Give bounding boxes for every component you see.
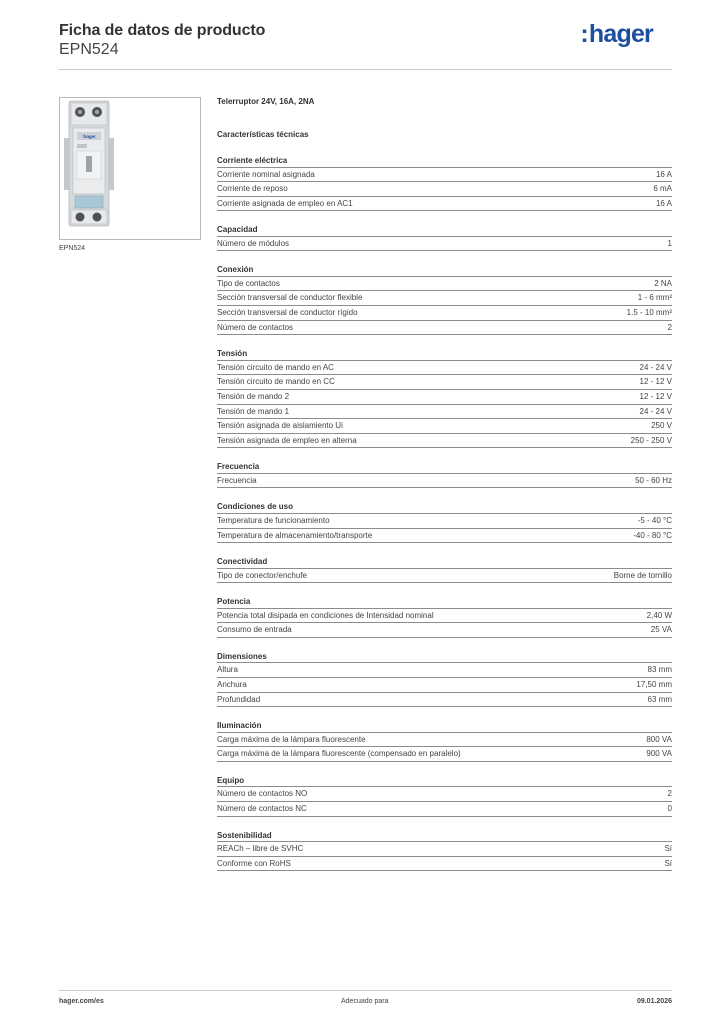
spec-section-title: Conectividad <box>217 556 672 569</box>
footer-website[interactable]: hager.com/es <box>59 998 104 1005</box>
spec-value: 83 mm <box>647 665 672 675</box>
spec-row <box>217 623 672 638</box>
spec-row <box>217 291 672 306</box>
spec-row <box>217 168 672 183</box>
spec-row <box>217 277 672 292</box>
spec-value: 2 <box>667 789 672 799</box>
spec-row <box>217 306 672 321</box>
page-title: Ficha de datos de producto <box>59 22 266 39</box>
spec-label: Número de contactos NO <box>217 789 308 799</box>
spec-row <box>217 802 672 817</box>
spec-row <box>217 514 672 529</box>
spec-value: 250 - 250 V <box>630 435 672 445</box>
spec-value: 17,50 mm <box>636 679 672 689</box>
spec-label: Número de contactos NC <box>217 803 307 813</box>
product-description: Telerruptor 24V, 16A, 2NA <box>217 97 315 106</box>
spec-value: 2,40 W <box>646 610 672 620</box>
spec-section <box>217 775 672 817</box>
spec-label: Tensión circuito de mando en CC <box>217 377 335 387</box>
spec-value: 1.5 - 10 mm² <box>626 308 672 318</box>
spec-value: 6 mA <box>653 184 672 194</box>
spec-value: 50 - 60 Hz <box>635 475 672 485</box>
spec-row <box>217 609 672 624</box>
product-image <box>59 97 201 240</box>
spec-row <box>217 663 672 678</box>
spec-label: Tensión circuito de mando en AC <box>217 362 334 372</box>
spec-label: Anchura <box>217 679 247 689</box>
spec-row <box>217 419 672 434</box>
spec-label: Tipo de conector/enchufe <box>217 570 307 580</box>
product-code: EPN524 <box>59 41 119 58</box>
spec-label: Carga máxima de la lámpara fluorescente (compensado en paralelo) <box>217 749 461 759</box>
product-image-caption: EPN524 <box>59 245 86 252</box>
spec-section <box>217 651 672 707</box>
spec-label: Carga máxima de la lámpara fluorescente <box>217 734 366 744</box>
spec-label: Número de módulos <box>217 238 290 248</box>
spec-row <box>217 321 672 336</box>
logo-text: hager <box>588 20 653 48</box>
spec-section <box>217 348 672 448</box>
spec-label: Consumo de entrada <box>217 625 292 635</box>
spec-section <box>217 224 672 251</box>
spec-section <box>217 830 672 872</box>
spec-value: 250 V <box>651 421 672 431</box>
spec-section-title: Frecuencia <box>217 461 672 474</box>
spec-section <box>217 556 672 583</box>
spec-row <box>217 390 672 405</box>
spec-value: 800 VA <box>646 734 672 744</box>
spec-section <box>217 461 672 488</box>
spec-row <box>217 842 672 857</box>
spec-label: Profundidad <box>217 694 261 704</box>
spec-label: Tensión asignada de empleo en alterna <box>217 435 357 445</box>
spec-label: Tensión asignada de aislamiento Ui <box>217 421 343 431</box>
spec-row <box>217 529 672 544</box>
spec-row <box>217 375 672 390</box>
spec-value: -5 - 40 °C <box>637 515 672 525</box>
spec-label: Sección transversal de conductor flexible <box>217 293 363 303</box>
spec-row <box>217 361 672 376</box>
spec-label: Frecuencia <box>217 475 257 485</box>
spec-value: Sí <box>664 844 672 854</box>
spec-label: Potencia total disipada en condiciones de Intensidad nominal <box>217 610 434 620</box>
spec-label: Temperatura de funcionamiento <box>217 515 330 525</box>
page-header <box>59 22 672 70</box>
spec-label: Número de contactos <box>217 322 294 332</box>
header-divider <box>59 69 672 70</box>
spec-section-title: Potencia <box>217 596 672 609</box>
spec-value: 1 <box>667 238 672 248</box>
spec-value: 16 A <box>655 169 672 179</box>
spec-label: Corriente de reposo <box>217 184 288 194</box>
spec-label: Tipo de contactos <box>217 278 280 288</box>
spec-row <box>217 747 672 762</box>
spec-value: 24 - 24 V <box>639 362 672 372</box>
spec-label: Tensión de mando 1 <box>217 406 290 416</box>
spec-label: Corriente asignada de empleo en AC1 <box>217 198 353 208</box>
spec-value: -40 - 80 °C <box>633 530 672 540</box>
spec-label: Sección transversal de conductor rígido <box>217 308 358 318</box>
spec-section <box>217 720 672 762</box>
spec-section-title: Corriente eléctrica <box>217 155 672 168</box>
spec-section-title: Capacidad <box>217 224 672 237</box>
spec-value: 1 - 6 mm² <box>637 293 672 303</box>
spec-section <box>217 596 672 638</box>
spec-label: Tensión de mando 2 <box>217 391 290 401</box>
spec-section-title: Condiciones de uso <box>217 501 672 514</box>
spec-label: Corriente nominal asignada <box>217 169 315 179</box>
spec-section <box>217 501 672 543</box>
spec-section-title: Sostenibilidad <box>217 830 672 843</box>
footer-divider <box>59 990 672 991</box>
spec-label: Temperatura de almacenamiento/transporte <box>217 530 373 540</box>
spec-row <box>217 182 672 197</box>
spec-label: REACh – libre de SVHC <box>217 844 304 854</box>
spec-value: 25 VA <box>650 625 672 635</box>
spec-value: 24 - 24 V <box>639 406 672 416</box>
spec-section-title: Dimensiones <box>217 651 672 664</box>
spec-section-title: Tensión <box>217 348 672 361</box>
spec-value: 16 A <box>655 198 672 208</box>
tech-characteristics-heading: Características técnicas <box>217 130 309 139</box>
spec-row <box>217 569 672 584</box>
specs-content <box>217 97 672 871</box>
spec-row <box>217 197 672 212</box>
spec-row <box>217 405 672 420</box>
spec-section-title: Iluminación <box>217 720 672 733</box>
spec-value: 2 NA <box>654 278 672 288</box>
footer-center-text: Adecuado para <box>341 998 389 1005</box>
spec-row <box>217 474 672 489</box>
spec-section-title: Equipo <box>217 775 672 788</box>
contactor-illustration <box>60 98 200 239</box>
spec-section <box>217 155 672 211</box>
spec-row <box>217 857 672 872</box>
footer-date: 09.01.2026 <box>636 998 672 1005</box>
spec-value: 2 <box>667 322 672 332</box>
spec-sections <box>217 155 672 871</box>
spec-value: Sí <box>664 858 672 868</box>
spec-section-title: Conexión <box>217 264 672 277</box>
spec-row <box>217 693 672 708</box>
spec-row <box>217 678 672 693</box>
spec-value: 12 - 12 V <box>639 377 672 387</box>
spec-value: 12 - 12 V <box>639 391 672 401</box>
spec-row <box>217 733 672 748</box>
spec-row <box>217 787 672 802</box>
hager-logo: :hager <box>580 20 653 48</box>
svg-text::hager: :hager <box>82 134 96 139</box>
spec-row <box>217 237 672 252</box>
spec-value: 0 <box>667 803 672 813</box>
spec-value: 63 mm <box>647 694 672 704</box>
spec-value: 900 VA <box>646 749 672 759</box>
spec-row <box>217 434 672 449</box>
spec-label: Altura <box>217 665 238 675</box>
spec-label: Conforme con RoHS <box>217 858 291 868</box>
spec-value: Borne de tornillo <box>613 570 672 580</box>
spec-section <box>217 264 672 335</box>
